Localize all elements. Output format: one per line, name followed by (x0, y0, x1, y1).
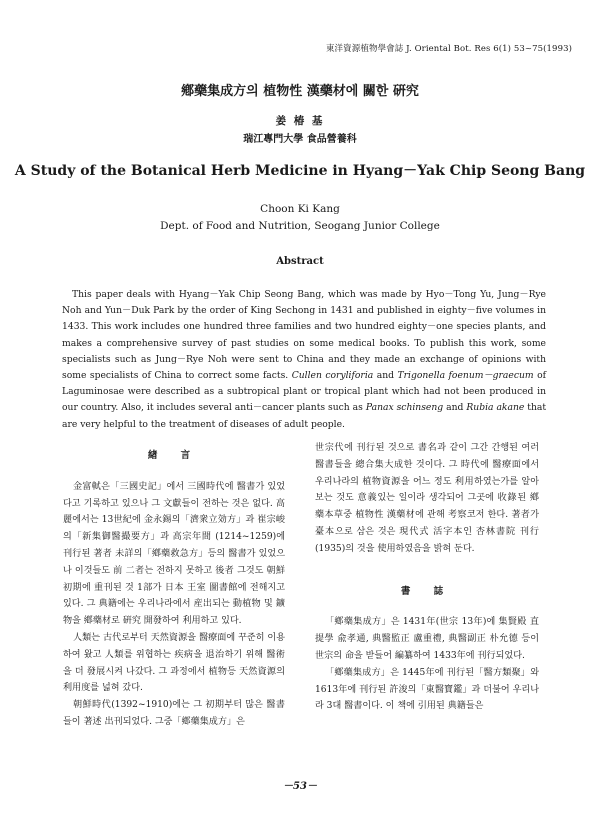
abstract-body (62, 287, 546, 433)
species-name: Cullen coryliforia (291, 370, 374, 382)
right-column (315, 440, 539, 715)
abstract-paragraph (62, 287, 546, 433)
body-paragraph: 人類는 古代로부터 天然資源을 醫療面에 꾸준히 이용하여 왔고 人類를 위협하는 疾病을 退治하기 위해 醫術을 더 發展시켜 나갔다. 그 과정에서 植物등 天然資源의 利用度를 넓혀 갔다. (63, 632, 285, 694)
abstract-text-1: This paper deals with Hyang－Yak Chip Seong Bang, which was made by Hyo－Tong Yu, Jung－Rye Noh and Yun－Duk Park by the order of King Sechong in 1431 and published in eighty－five volumes in 1433. This work includes one hundred three families and two hundred eighty－one species plants, and makes a comprehensive survey of past studies on some medical books. To publish this work, some specialists such as Jung－Rye Noh were sent to China and they made an exchange of opinions with some specialists of China to correct some facts. (62, 289, 546, 382)
journal-citation: 東洋資源植物學會誌 J. Oriental Bot. Res 6(1) 53~75(1993) (325, 44, 572, 54)
body-paragraph: 「鄕藥集成方」은 1445年에 刊行된「醫方類聚」와 1613年에 刊行된 許浚의「東醫寶鑑」과 더불어 우리나라 3대 醫書이다. 이 책에 引用된 典籍들은 (315, 667, 539, 712)
section-heading-bibliography: 書 誌 (400, 585, 454, 597)
abstract-text-2: of Laguminosae were described as a subtropical plant or tropical plant which had not been produced in our country. Also, it includes several anti－cancer plants such as (62, 370, 547, 414)
left-column (63, 448, 285, 731)
species-name: Rubia akane (466, 402, 525, 414)
paper-title-english: A Study of the Botanical Herb Medicine in Hyang－Yak Chip Seong Bang (14, 163, 586, 179)
paper-title-korean: 鄕藥集成方의 植物性 漢藥材에 關한 硏究 (181, 84, 419, 99)
section-heading-introduction: 緖 言 (147, 450, 201, 461)
conjunction: and (446, 402, 464, 414)
body-paragraph: 朝鮮時代(1392~1910)에는 그 初期부터 많은 醫書들이 著述 出刊되었다. 그중「鄕藥集成方」은 (63, 700, 285, 727)
species-name: Panax schinseng (365, 402, 444, 414)
author-name-korean: 姜 椿 基 (275, 115, 325, 127)
author-name-english: Choon Ki Kang (260, 203, 340, 215)
affiliation-english: Dept. of Food and Nutrition, Seogang Junior College (160, 220, 440, 232)
species-name: Trigonella foenum－graecum (397, 370, 534, 382)
conjunction: and (376, 370, 394, 382)
body-paragraph: 「鄕藥集成方」은 1431年(世宗 13年)에 集賢殿 直提學 兪孝通, 典醫監正 盧重禮, 典醫副正 朴允德 등이 世宗의 命을 받들어 編纂하여 1433年에 刊行되었다. (315, 617, 539, 661)
abstract-text-3: that are very helpful to the treatment of diseases of adult people. (62, 402, 547, 430)
body-paragraph-continued: 世宗代에 刊行된 것으로 書名과 같이 그간 간행된 여러 醫書들을 總合集大成한 것이다. 그 時代에 醫療面에서 우리나라의 植物資源을 어느 정도 利用하였는가를 알아 보는 것도 意義있는 일이라 생각되어 그곳에 收錄된 鄕藥本草중 植物性 漢藥材에 관해 考察코저 한다. 著者가 臺本으로 삼은 것은 現代式 活字本인 杏林書院 刊行(1935)의 것을 使用하였음을 밝혀 둔다. (315, 443, 539, 554)
affiliation-korean: 瑞江專門大學 食品營養科 (243, 134, 357, 145)
body-paragraph: 金富軾은「三國史記」에서 三國時代에 醫書가 있었다고 기록하고 있으나 그 文獻들이 전하는 것은 없다. 高麗에서는 13世紀에 金永錫의「濟衆立効方」과 崔宗峻의「新集御醫撮要方」과 高宗年間 (1214~1259)에 刊行된 著者 未詳의「鄕藥救急方」등의 醫書가 있었으나 이것들도 前 二者는 전하지 못하고 後者 그것도 朝鮮 初期에 重刊된 것 1部가 日本 王室 圖書館에 전해지고 있다. 그 典籍에는 우리나라에서 産出되는 動植物 및 鑛物을 鄕藥材로 硏究 開發하여 利用하고 있다. (63, 481, 285, 627)
page-number: －53－ (283, 781, 317, 792)
abstract-heading: Abstract (276, 256, 324, 267)
